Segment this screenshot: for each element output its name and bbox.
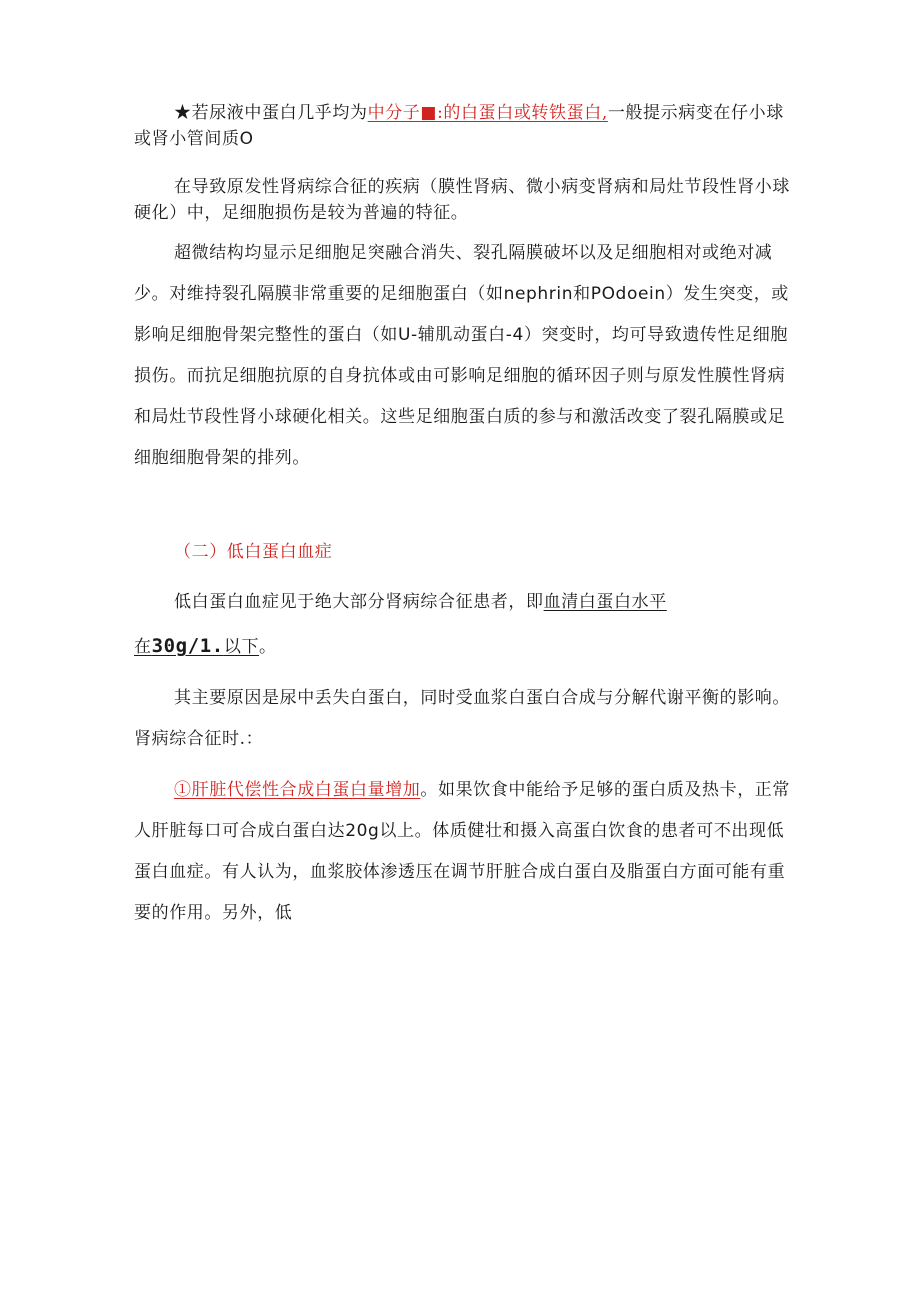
paragraph-text: 其主要原因是尿中丢失白蛋白，同时受血浆白蛋白合成与分解代谢平衡的影响。肾病综合征时.： [134, 688, 790, 749]
paragraph-urine-protein [134, 100, 790, 152]
paragraph-text: 以上。体质健壮和摄入高蛋白饮食的患者可不出现低蛋白血症。有人认为，血浆胶体渗透压在调节肝脏合成白蛋白及脂蛋白方面可能有重要的作用。另外，低 [134, 821, 786, 923]
highlight-albumin-transferrin: :的白蛋白或转铁蛋白, [437, 103, 608, 123]
circle-end-mark: O [239, 129, 254, 149]
paragraph-text: 一般提示病变在仔小球或肾小管间质 [134, 103, 784, 149]
underlined-prefix: 在 [134, 637, 152, 657]
square-mark-icon: ■ [420, 103, 438, 123]
term-podocin: POdoein [590, 284, 666, 304]
term-number: -4 [505, 325, 524, 345]
paragraph-main-cause [134, 678, 790, 760]
paragraph-text: ）发生突变，或影响足细胞骨架完整性的蛋白（如 [134, 284, 789, 345]
underlined-threshold-value: 30g∕1. [151, 635, 224, 657]
star-symbol: ★ [174, 103, 192, 123]
term-amount: 20g [345, 821, 380, 841]
paragraph-podocyte-injury [134, 174, 790, 226]
paragraph-text: 辅肌动蛋白 [417, 325, 506, 345]
paragraph-text: 和 [573, 284, 591, 304]
paragraph-liver-synthesis [134, 770, 790, 934]
highlight-middle-molecule: 中分子 [367, 103, 421, 123]
term-nephrin: nephrin [503, 284, 574, 304]
paragraph-text: 超微结构均显示足细胞足突融合消失、裂孔隔膜破坏以及足细胞相对或绝对减少。对维持裂孔隔膜非常重要的足细胞蛋白（如 [134, 243, 773, 304]
period-mark: 。 [259, 637, 277, 657]
paragraph-ultrastructure [134, 233, 790, 479]
underlined-serum-albumin: 血清白蛋白水平 [543, 592, 667, 612]
paragraph-text: ）突变时，均可导致遗传性足细胞损伤。而抗足细胞抗原的自身抗体或由可影响足细胞的循环因子则与原发性膜性肾病和局灶节段性肾小球硬化相关。这些足细胞蛋白质的参与和激活改变了裂孔隔膜或足细胞细胞骨架的排列。 [134, 325, 788, 468]
paragraph-threshold [134, 632, 277, 657]
paragraph-hypoalbuminemia-intro [134, 589, 790, 615]
paragraph-text: 在导致原发性肾病综合征的疾病（膜性肾病、微小病变肾病和局灶节段性肾小球硬化）中，足细胞损伤是较为普遍的特征。 [134, 177, 790, 223]
underlined-suffix: 以下 [223, 637, 260, 657]
paragraph-text: 。如果饮食中能给予足够的蛋白质及热卡，正常人肝脏每口可合成白蛋白达 [134, 780, 791, 841]
paragraph-text: 若尿液中蛋白几乎均为 [191, 103, 368, 123]
term-alpha: U- [398, 325, 418, 345]
highlight-liver-compensation: ①肝脏代偿性合成白蛋白量增加 [174, 780, 421, 800]
section-heading-hypoalbuminemia: （二）低白蛋白血症 [174, 542, 333, 562]
paragraph-text: 低白蛋白血症见于绝大部分肾病综合征患者，即 [174, 592, 544, 612]
